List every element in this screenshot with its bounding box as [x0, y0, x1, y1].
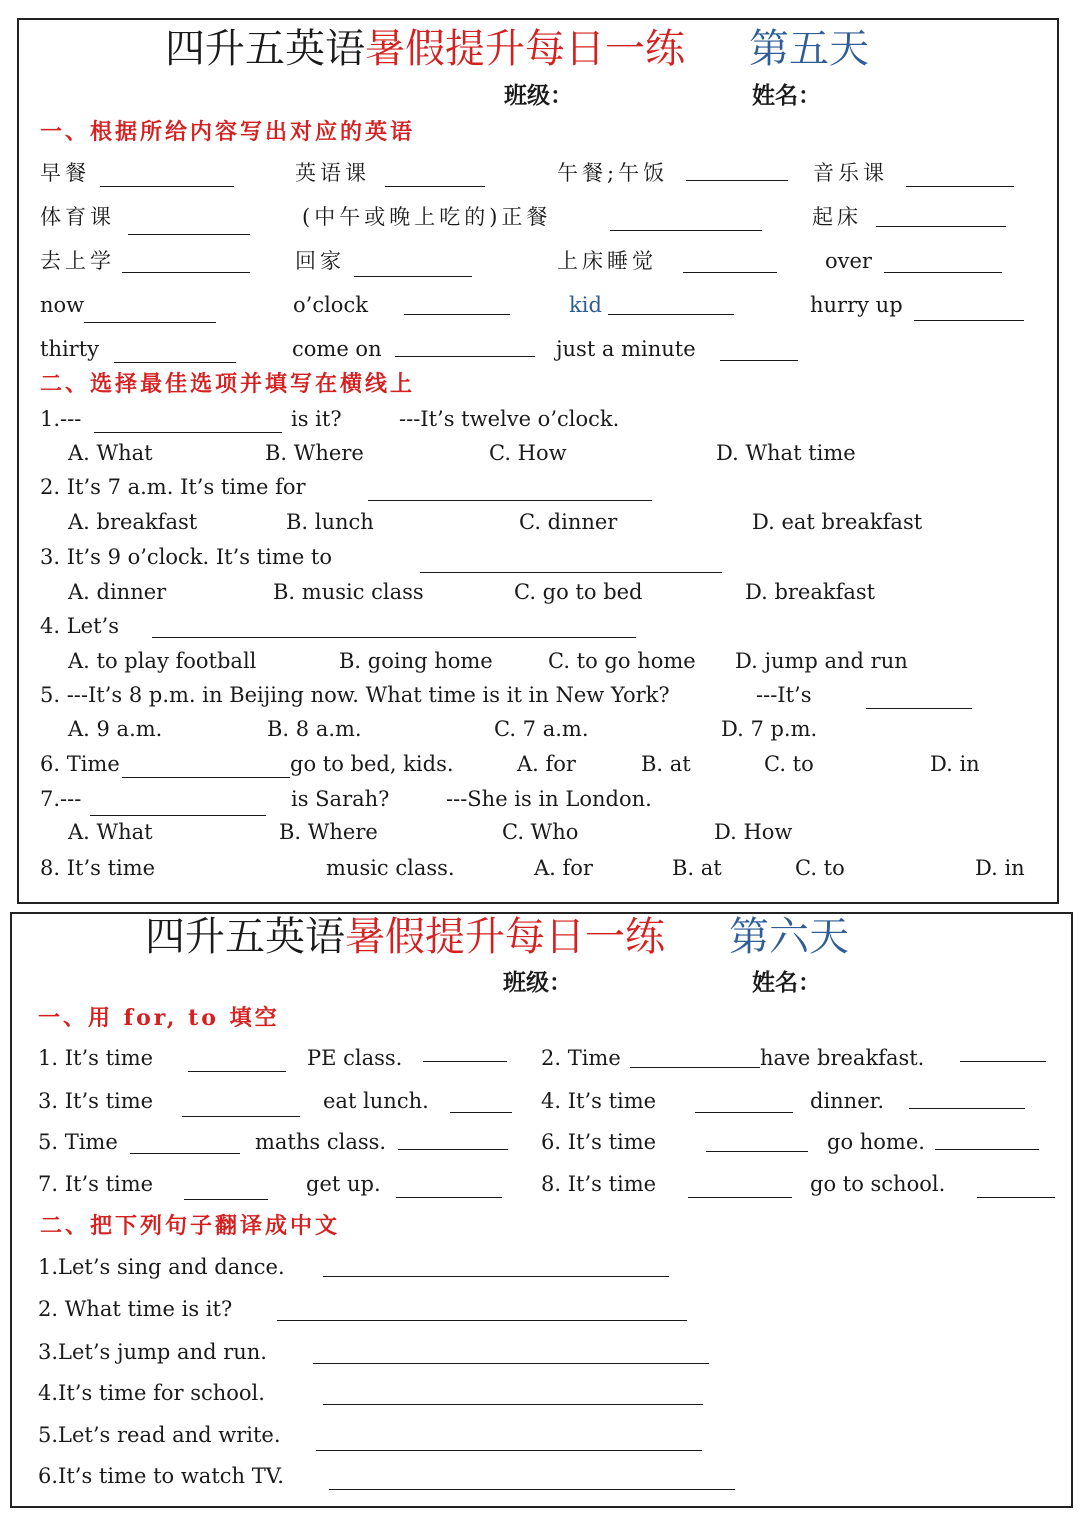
q5-blank[interactable] — [866, 708, 972, 709]
translate-6-blank[interactable] — [329, 1489, 735, 1490]
q4-blank[interactable] — [152, 637, 636, 638]
fill-2-post: have breakfast. — [760, 1046, 925, 1070]
vocab-oclock: o’clock — [293, 293, 368, 317]
fill-7-translation-blank[interactable] — [396, 1197, 502, 1198]
vocab-lunch: 午餐;午饭 — [557, 161, 669, 185]
q5-option-d[interactable]: D. 7 p.m. — [721, 717, 818, 741]
translate-6: 6.It’s time to watch TV. — [38, 1464, 284, 1488]
fill-3-translation-blank[interactable] — [450, 1112, 512, 1113]
fill-1-translation-blank[interactable] — [423, 1061, 507, 1062]
vocab-come-on-blank[interactable] — [395, 356, 535, 357]
worksheet-day6 — [10, 912, 1073, 1508]
q8-text: 8. It’s time — [40, 856, 156, 880]
q7-text: is Sarah? — [291, 787, 390, 811]
fill-2-translation-blank[interactable] — [960, 1061, 1046, 1062]
vocab-breakfast-blank[interactable] — [100, 186, 234, 187]
q7-blank[interactable] — [90, 815, 266, 816]
day5-title-grade: 四升五英语 — [165, 26, 365, 72]
q7-answer: ---She is in London. — [446, 787, 652, 811]
fill-1-pre: 1. It’s time — [38, 1046, 154, 1070]
vocab-thirty-blank[interactable] — [114, 362, 236, 363]
q8-option-c[interactable]: C. to — [795, 856, 845, 880]
q1-prefix: 1.--- — [40, 407, 82, 431]
vocab-go-home: 回家 — [295, 249, 345, 273]
q5-option-c[interactable]: C. 7 a.m. — [494, 717, 589, 741]
q1-option-b[interactable]: B. Where — [265, 441, 364, 465]
vocab-dinner-blank[interactable] — [610, 230, 762, 231]
translate-4: 4.It’s time for school. — [38, 1381, 265, 1405]
q4-option-d[interactable]: D. jump and run — [735, 649, 908, 673]
fill-1-blank[interactable] — [188, 1071, 286, 1072]
vocab-music-class: 音乐课 — [813, 161, 888, 185]
day6-class-label: 班级： — [503, 969, 572, 996]
vocab-dinner: (中午或晚上吃的)正餐 — [302, 205, 552, 229]
vocab-lunch-blank[interactable] — [686, 180, 788, 181]
fill-6-translation-blank[interactable] — [935, 1149, 1039, 1150]
q3-blank[interactable] — [420, 572, 722, 573]
fill-2-pre: 2. Time — [541, 1046, 621, 1070]
vocab-go-to-bed-blank[interactable] — [683, 272, 777, 273]
day6-title-day: 第六天 — [729, 914, 849, 960]
vocab-now-blank[interactable] — [84, 322, 216, 323]
fill-4-translation-blank[interactable] — [909, 1108, 1025, 1109]
q6-option-a[interactable]: A. for — [517, 752, 576, 776]
day6-section2-heading: 二、把下列句子翻译成中文 — [40, 1213, 341, 1239]
q1-option-c[interactable]: C. How — [489, 441, 567, 465]
fill-2-blank[interactable] — [630, 1067, 760, 1068]
day6-title-grade: 四升五英语 — [145, 914, 345, 960]
q5-text: 5. ---It’s 8 p.m. in Beijing now. What time is it in New York? — [40, 683, 670, 707]
fill-5-translation-blank[interactable] — [398, 1149, 508, 1150]
fill-4-blank[interactable] — [695, 1112, 793, 1113]
q8-tail: music class. — [326, 856, 455, 880]
q8-option-d[interactable]: D. in — [975, 856, 1025, 880]
translate-3: 3.Let’s jump and run. — [38, 1340, 267, 1364]
q2-blank[interactable] — [368, 500, 652, 501]
q6-option-c[interactable]: C. to — [764, 752, 814, 776]
q3-option-b[interactable]: B. music class — [273, 580, 424, 604]
q2-text: 2. It’s 7 a.m. It’s time for — [40, 475, 306, 499]
q5-option-a[interactable]: A. 9 a.m. — [68, 717, 163, 741]
translate-3-blank[interactable] — [313, 1363, 709, 1364]
vocab-pe-class: 体育课 — [40, 205, 115, 229]
vocab-english-class-blank[interactable] — [385, 186, 485, 187]
day5-section1-heading: 一、根据所给内容写出对应的英语 — [40, 119, 416, 145]
q7-option-b[interactable]: B. Where — [279, 820, 378, 844]
vocab-kid: kid — [569, 293, 602, 317]
fill-5-post: maths class. — [255, 1130, 387, 1154]
q2-option-d[interactable]: D. eat breakfast — [752, 510, 923, 534]
fill-7-blank[interactable] — [184, 1199, 268, 1200]
translate-2: 2. What time is it? — [38, 1297, 233, 1321]
q1-answer: ---It’s twelve o’clock. — [399, 407, 620, 431]
day6-section1-heading: 一、用 for, to 填空 — [38, 1005, 280, 1031]
q4-option-c[interactable]: C. to go home — [548, 649, 696, 673]
fill-3-post: eat lunch. — [323, 1089, 429, 1113]
day5-title — [165, 24, 869, 74]
q7-option-c[interactable]: C. Who — [502, 820, 579, 844]
vocab-thirty: thirty — [40, 337, 100, 361]
q3-option-c[interactable]: C. go to bed — [514, 580, 643, 604]
q7-option-d[interactable]: D. How — [714, 820, 793, 844]
fill-7-post: get up. — [306, 1172, 381, 1196]
vocab-english-class: 英语课 — [295, 161, 370, 185]
vocab-get-up: 起床 — [812, 205, 862, 229]
q6-text: 6. Time — [40, 752, 120, 776]
q1-option-a[interactable]: A. What — [68, 441, 153, 465]
q8-option-a[interactable]: A. for — [534, 856, 593, 880]
q2-option-c[interactable]: C. dinner — [519, 510, 618, 534]
translate-5: 5.Let’s read and write. — [38, 1423, 281, 1447]
vocab-get-up-blank[interactable] — [876, 226, 1006, 227]
vocab-kid-blank[interactable] — [608, 314, 734, 315]
fill-3-pre: 3. It’s time — [38, 1089, 154, 1113]
fill-8-blank[interactable] — [688, 1197, 792, 1198]
fill-8-translation-blank[interactable] — [977, 1197, 1055, 1198]
translate-1-blank[interactable] — [323, 1276, 669, 1277]
fill-6-pre: 6. It’s time — [541, 1130, 657, 1154]
day5-class-label: 班级： — [504, 82, 573, 109]
q1-option-d[interactable]: D. What time — [716, 441, 856, 465]
q6-option-b[interactable]: B. at — [641, 752, 691, 776]
vocab-over-blank[interactable] — [884, 272, 1002, 273]
translate-4-blank[interactable] — [323, 1404, 703, 1405]
q5-answer: ---It’s — [756, 683, 812, 707]
fill-1-post: PE class. — [307, 1046, 403, 1070]
day5-title-practice: 暑假提升每日一练 — [365, 26, 685, 72]
q1-text: is it? — [291, 407, 342, 431]
translate-2-blank[interactable] — [277, 1320, 687, 1321]
day6-title-practice: 暑假提升每日一练 — [345, 914, 665, 960]
q3-option-a[interactable]: A. dinner — [68, 580, 167, 604]
fill-4-pre: 4. It’s time — [541, 1089, 657, 1113]
vocab-hurry-up: hurry up — [810, 293, 903, 317]
q1-blank[interactable] — [94, 432, 282, 433]
day5-title-day: 第五天 — [749, 26, 869, 72]
fill-4-post: dinner. — [810, 1089, 885, 1113]
fill-6-blank[interactable] — [706, 1151, 808, 1152]
vocab-just-a-minute-blank[interactable] — [720, 360, 798, 361]
q4-option-b[interactable]: B. going home — [339, 649, 493, 673]
vocab-breakfast: 早餐 — [40, 161, 90, 185]
vocab-go-to-school-blank[interactable] — [122, 272, 250, 273]
day6-name-label: 姓名： — [752, 969, 821, 996]
vocab-just-a-minute: just a minute — [556, 337, 696, 361]
vocab-oclock-blank[interactable] — [404, 314, 510, 315]
fill-8-post: go to school. — [810, 1172, 946, 1196]
fill-5-blank[interactable] — [130, 1153, 240, 1154]
vocab-music-class-blank[interactable] — [906, 186, 1014, 187]
vocab-now: now — [40, 293, 85, 317]
fill-7-pre: 7. It’s time — [38, 1172, 154, 1196]
q7-option-a[interactable]: A. What — [68, 820, 153, 844]
vocab-go-to-bed: 上床睡觉 — [557, 249, 657, 273]
vocab-pe-class-blank[interactable] — [128, 234, 250, 235]
vocab-over: over — [825, 249, 872, 273]
q7-prefix: 7.--- — [40, 787, 82, 811]
q3-option-d[interactable]: D. breakfast — [745, 580, 876, 604]
q6-tail: go to bed, kids. — [290, 752, 454, 776]
fill-8-pre: 8. It’s time — [541, 1172, 657, 1196]
fill-3-blank[interactable] — [182, 1116, 300, 1117]
q2-option-b[interactable]: B. lunch — [286, 510, 374, 534]
vocab-come-on: come on — [292, 337, 382, 361]
q6-blank[interactable] — [122, 777, 290, 778]
translate-5-blank[interactable] — [316, 1450, 702, 1451]
translate-1: 1.Let’s sing and dance. — [38, 1255, 285, 1279]
fill-6-post: go home. — [827, 1130, 925, 1154]
fill-5-pre: 5. Time — [38, 1130, 118, 1154]
q4-option-a[interactable]: A. to play football — [68, 649, 257, 673]
vocab-go-to-school: 去上学 — [40, 249, 115, 273]
q8-option-b[interactable]: B. at — [672, 856, 722, 880]
day6-title — [145, 912, 849, 962]
q5-option-b[interactable]: B. 8 a.m. — [267, 717, 362, 741]
day5-name-label: 姓名： — [752, 82, 821, 109]
q3-text: 3. It’s 9 o’clock. It’s time to — [40, 545, 333, 569]
day5-section2-heading: 二、选择最佳选项并填写在横线上 — [40, 371, 416, 397]
vocab-hurry-up-blank[interactable] — [914, 320, 1024, 321]
q6-option-d[interactable]: D. in — [930, 752, 980, 776]
vocab-go-home-blank[interactable] — [354, 276, 472, 277]
q2-option-a[interactable]: A. breakfast — [68, 510, 198, 534]
q4-text: 4. Let’s — [40, 614, 119, 638]
